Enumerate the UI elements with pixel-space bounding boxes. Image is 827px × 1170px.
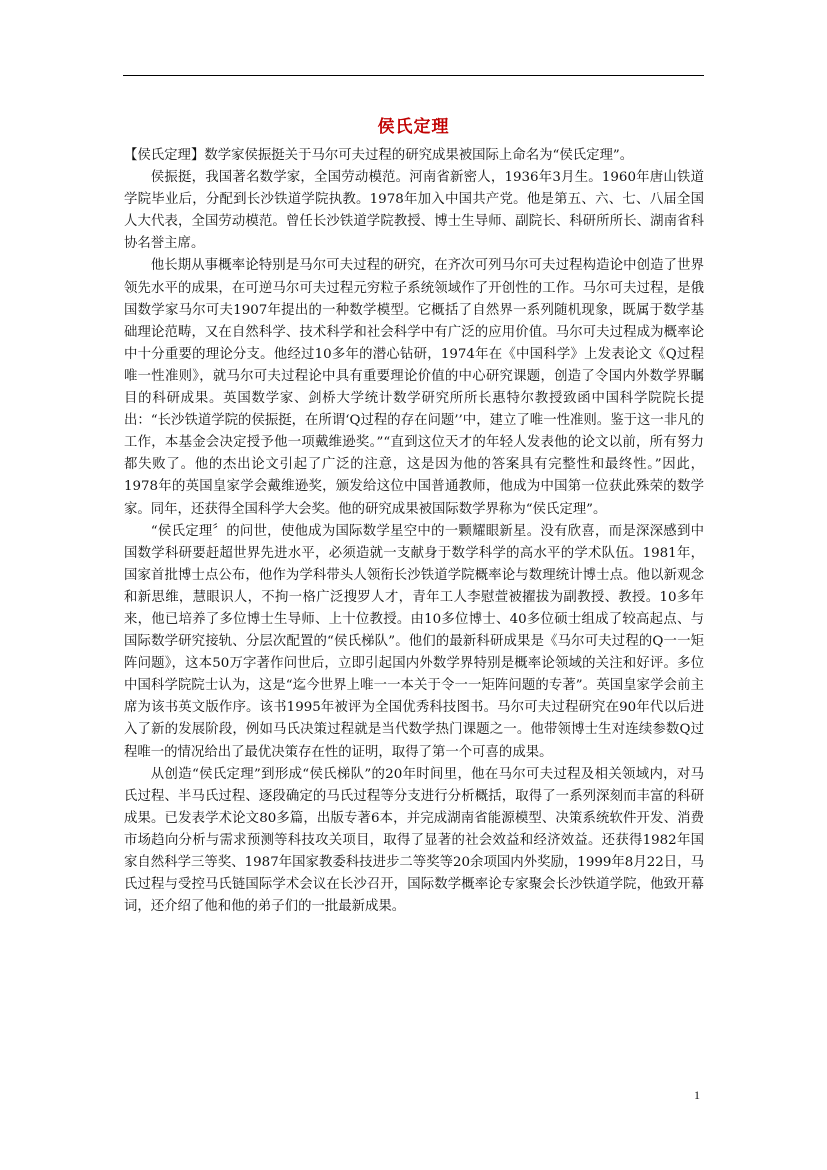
paragraph-team: “侯氏定理〞的问世，使他成为国际数学星空中的一颗耀眼新星。没有欣喜，而是深深感到中国数学科研要赶超世界先进水平，必须造就一支献身于数学科学的高水平的学术队伍。1981年，国家首批博士点公布，他作为学科带头人领衔长沙铁道学院概率论与数理统计博士点。他以新观念和新思维，慧眼识人，不拘一格广泛搜罗人才，青年工人李慰萱被擢拔为副教授、教授。10多年来，他已培养了多位博士生导师、上十位教授。由10多位博士、40多位硕士组成了较高起点、与国际数学研究接轨、分层次配置的“侯氏梯队”。他们的最新科研成果是《马尔可夫过程的Q一一矩阵问题》，这本50万字著作问世后，立即引起国内外数学界特别是概率论领域的关注和好评。多位中国科学院院士认为，这是“迄今世界上唯一一本关于令一一矩阵问题的专著”。英国皇家学会前主席为该书英文版作序。该书1995年被评为全国优秀科技图书。马尔可夫过程研究在90年代以后进入了新的发展阶段，例如马氏决策过程就是当代数学热门课题之一。他带领博士生对连续参数Q过程唯一的情况给出了最优决策存在性的证明，取得了第一个可喜的成果。 bbox=[124, 523, 704, 760]
document-body bbox=[124, 145, 704, 918]
page-number: 1 bbox=[694, 1088, 700, 1102]
page-title: 侯氏定理 bbox=[377, 117, 450, 137]
paragraph-achievements: 从创造“侯氏定理”到形成“侯氏梯队”的20年时间里，他在马尔可夫过程及相关领域内，对马氏过程、半马氏过程、逐段确定的马氏过程等分支进行分析概括，取得了一系列深刻而丰富的科研成果。已发表学术论文80多篇，出版专著6本，并完成湖南省能源模型、决策系统软件开发、消费市场趋向分析与需求预测等科技攻关项目，取得了显著的社会效益和经济效益。还获得1982年国家自然科学三等奖、1987年国家教委科技进步二等奖等20余项国内外奖励，1999年8月22日，马氏过程与受控马氏链国际学术会议在长沙召开，国际数学概率论专家聚会长沙铁道学院，他致开幕词，还介绍了他和他的弟子们的一批最新成果。 bbox=[124, 766, 704, 915]
header-rule bbox=[123, 75, 704, 76]
paragraph-biography: 侯振挺，我国著名数学家，全国劳动模范。河南省新密人，1936年3月生。1960年唐山铁道学院毕业后，分配到长沙铁道学院执教。1978年加入中国共产党。他是第五、六、七、八届全国人大代表，全国劳动模范。曾任长沙铁道学院教授、博士生导师、副院长、科研所所长、湖南省科协名誉主席。 bbox=[124, 170, 704, 252]
paragraph-intro: 【侯氏定理】数学家侯振挺关于马尔可夫过程的研究成果被国际上命名为“侯氏定理”。 bbox=[124, 148, 634, 163]
paragraph-research: 他长期从事概率论特别是马尔可夫过程的研究，在齐次可列马尔可夫过程构造论中创造了世界领先水平的成果，在可逆马尔可夫过程元穷粒子系统领域作了开创性的工作。马尔可夫过程，是俄国数学家马尔可夫1907年提出的一种数学模型。它概括了自然界一系列随机现象，既属于数学基础理论范畴，又在自然科学、技术科学和社会科学中有广泛的应用价值。马尔可夫过程成为概率论中十分重要的理论分支。他经过10多年的潜心钻研，1974年在《中国科学》上发表论文《Q过程唯一性准则》，就马尔可夫过程论中具有重要理论价值的中心研究课题，创造了令国内外数学界瞩目的科研成果。英国数学家、剑桥大学统计数学研究所所长惠特尔教授致函中国科学院院长提出：“长沙铁道学院的侯振挺，在所谓‘Q过程的存在问题’’中，建立了唯一性准则。鉴于这一非凡的工作，本基金会决定授予他一项戴维逊奖。”“直到这位天才的年轻人发表他的论文以前，所有努力都失败了。他的杰出论文引起了广泛的注意，这是因为他的答案具有完整性和最终性。”因此，1978年的英国皇家学会戴维逊奖，颁发给这位中国普通教师，他成为中国第一位获此殊荣的数学家。同年，还获得全国科学大会奖。他的研究成果被国际数学界称为“侯氏定理”。 bbox=[124, 258, 704, 517]
